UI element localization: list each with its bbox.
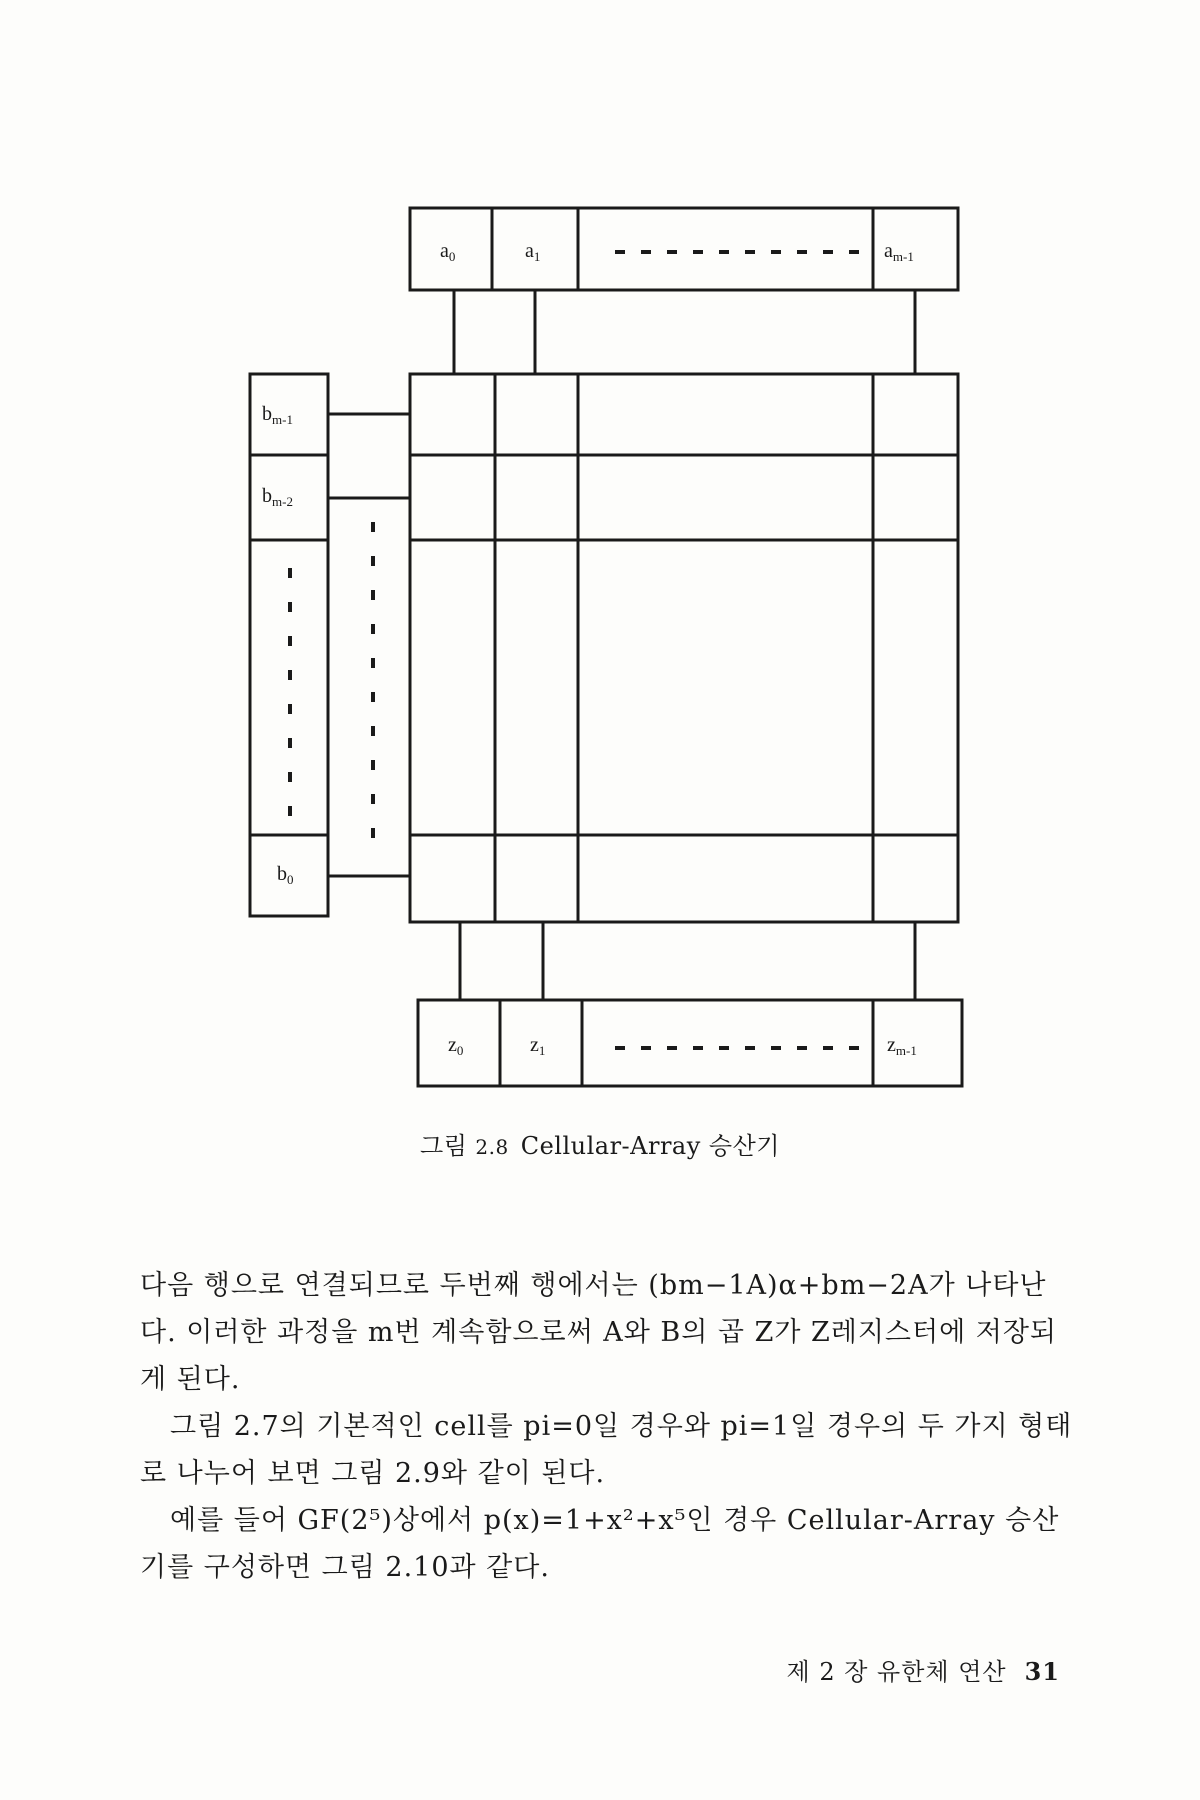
- paragraph-2: 그림 2.7의 기본적인 cell를 pi=0일 경우와 pi=1일 경우의 두 가지 형태로 나누어 보면 그림 2.9와 같이 된다.: [140, 1411, 1073, 1489]
- label-a1: $a_1$: [525, 240, 541, 264]
- chapter-title: 제 2 장 유한체 연산: [786, 1658, 1007, 1686]
- label-z1: $z_1$: [530, 1034, 546, 1058]
- body-text: [140, 1262, 1080, 1591]
- label-bm-2: $b_{m-2}$: [262, 485, 293, 509]
- label-am-1: $a_{m-1}$: [884, 240, 914, 264]
- page-number: 31: [1024, 1657, 1060, 1686]
- label-b0: $b_0$: [277, 863, 294, 887]
- label-bm-1: $b_{m-1}$: [262, 403, 293, 427]
- caption-prefix: 그림: [420, 1132, 468, 1160]
- page-footer: [787, 1652, 1060, 1687]
- caption-title: Cellular-Array 승산기: [520, 1132, 780, 1160]
- label-zm-1: $z_{m-1}$: [887, 1034, 917, 1058]
- label-a0: $a_0$: [440, 240, 456, 264]
- caption-number: 2.8: [475, 1135, 509, 1159]
- paragraph-1: 다음 행으로 연결되므로 두번째 행에서는 (bm−1A)α+bm−2A가 나타난다. 이러한 과정을 m번 계속함으로써 A와 B의 곱 Z가 Z레지스터에 저장되게 된다.: [140, 1270, 1058, 1395]
- paragraph-3: 예를 들어 GF(2⁵)상에서 p(x)=1+x²+x⁵인 경우 Cellular-Array 승산기를 구성하면 그림 2.10과 같다.: [140, 1505, 1060, 1583]
- figure-caption: [0, 1126, 1200, 1161]
- label-z0: $z_0$: [448, 1034, 464, 1058]
